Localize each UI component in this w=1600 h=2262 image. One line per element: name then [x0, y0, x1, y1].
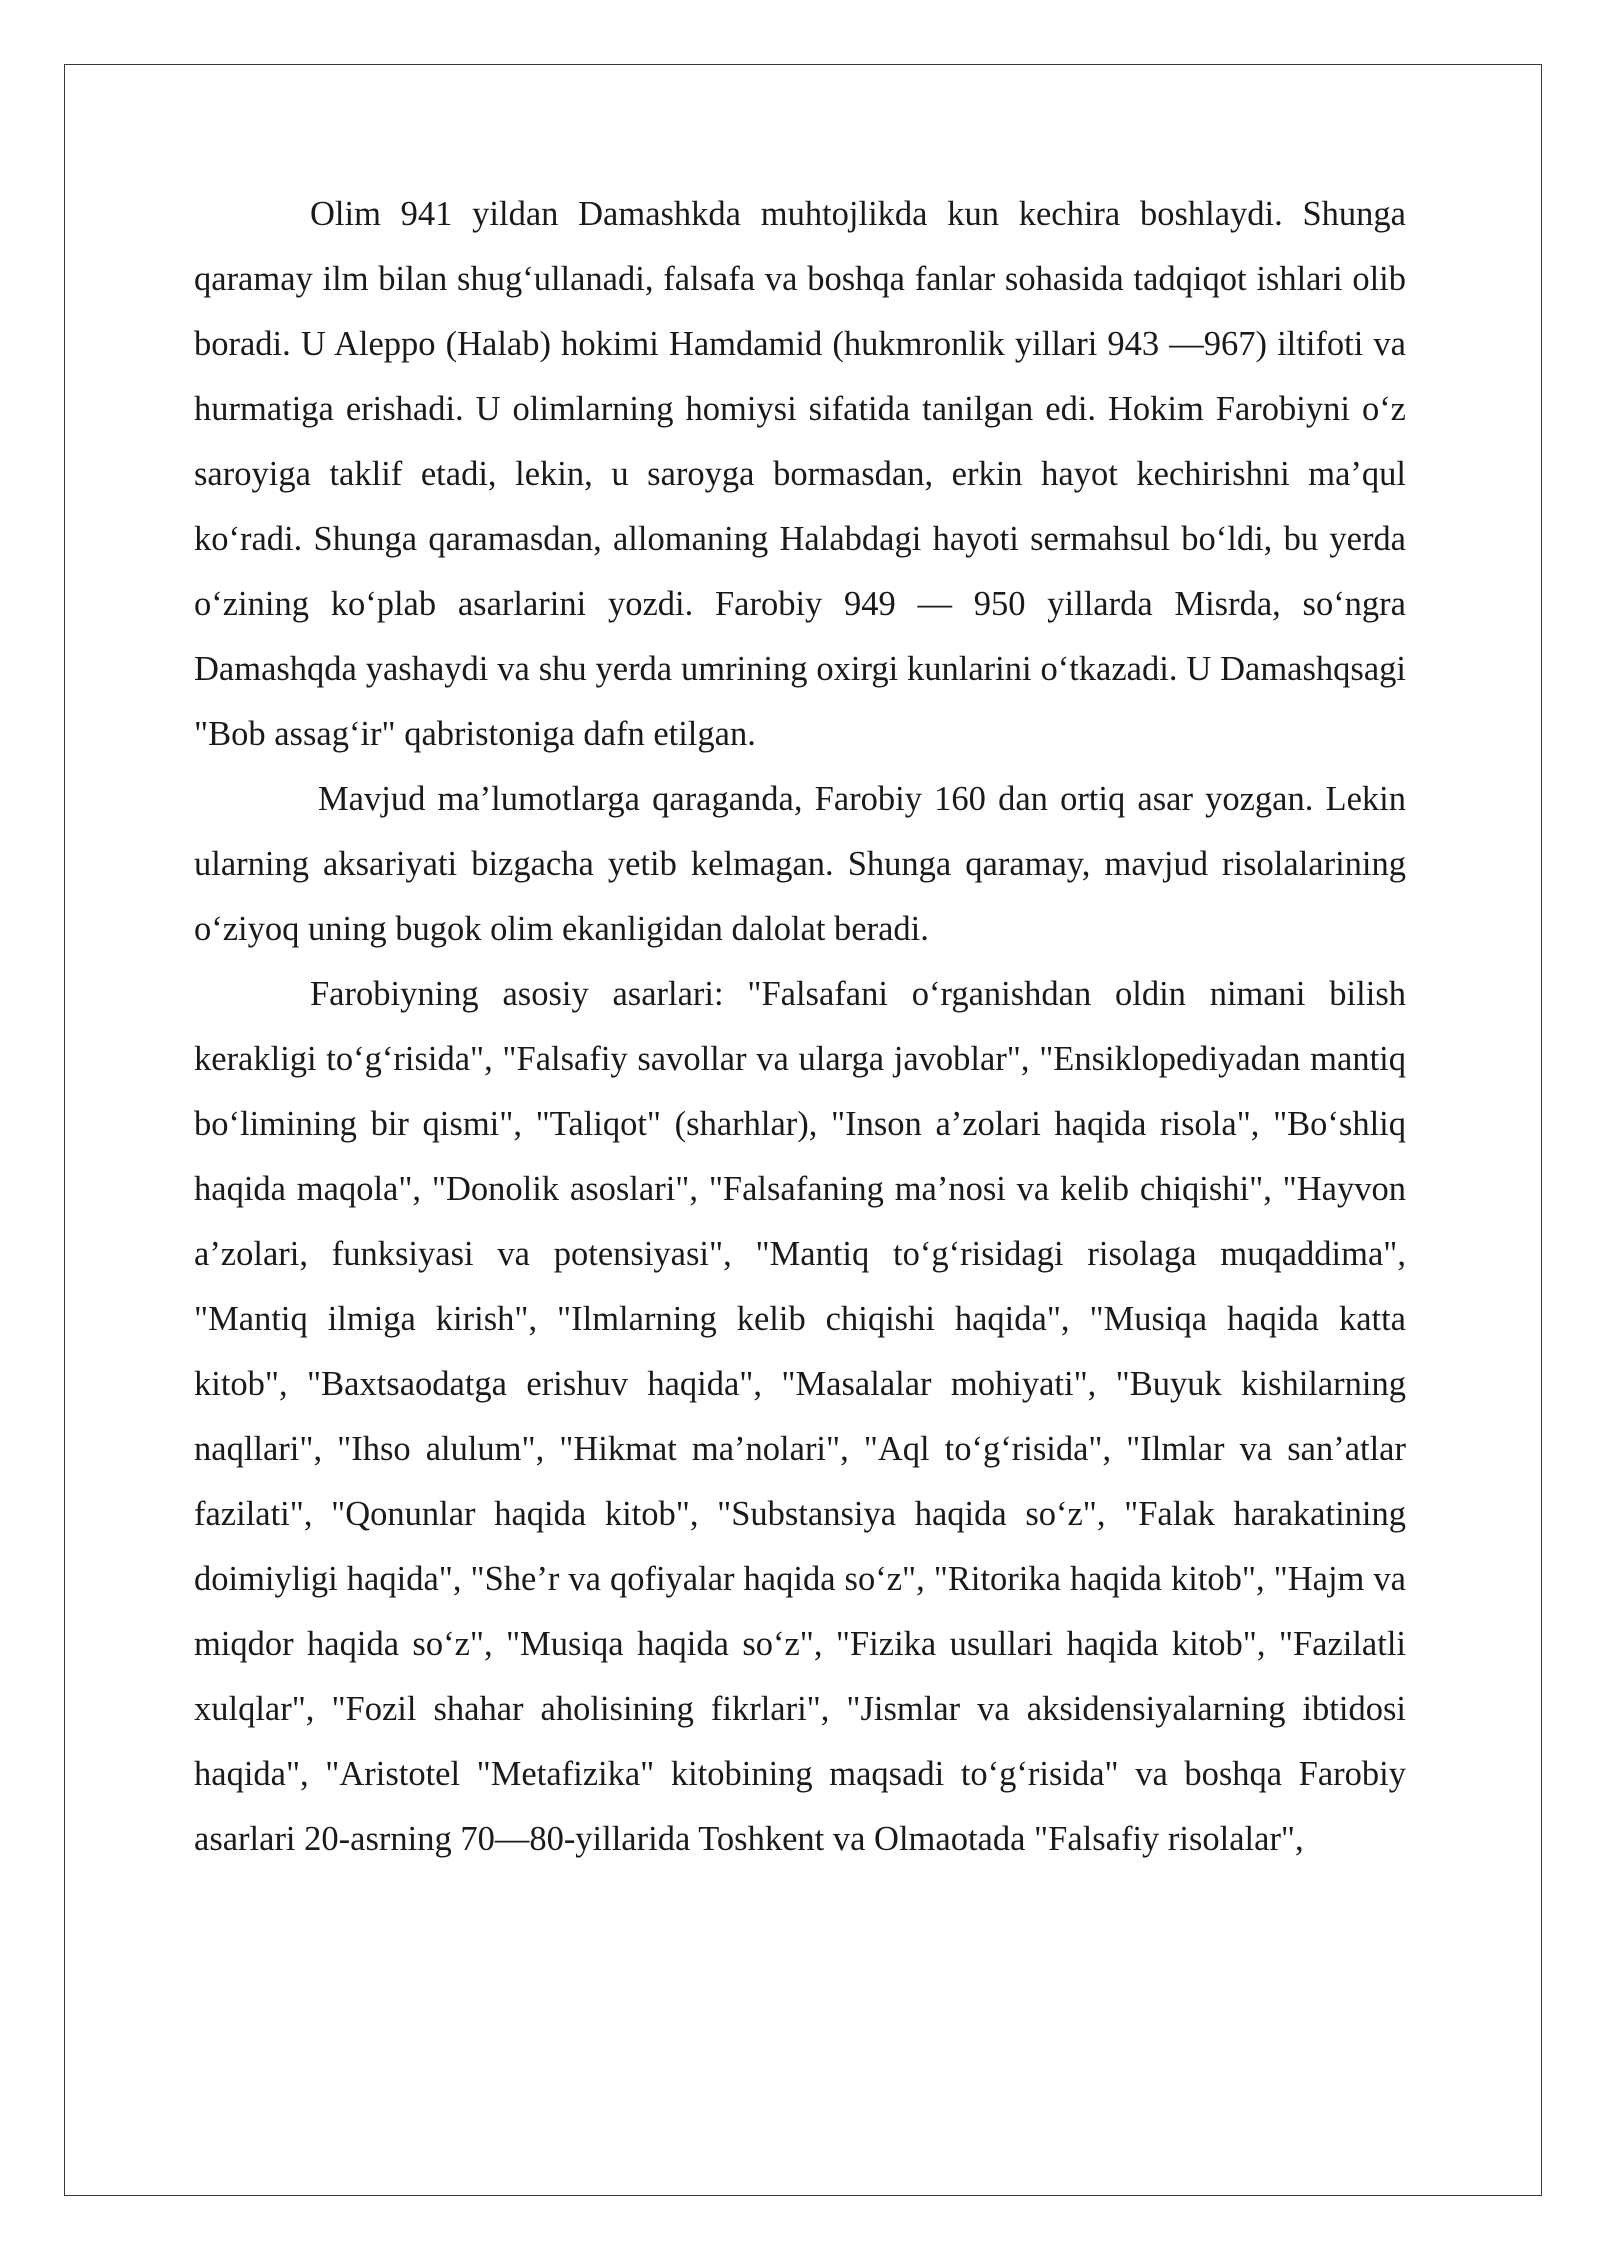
paragraph: Mavjud ma’lumotlarga qaraganda, Farobiy 160 dan ortiq asar yozgan. Lekin ularning aksariyati bizgacha yetib kelmagan. Shunga qaramay, mavjud risolalarining o‘ziyoq uning bugok olim ekanligidan dalolat beradi.: [194, 780, 1406, 948]
paragraph: Farobiyning asosiy asarlari: "Falsafani o‘rganishdan oldin nimani bilish kerakligi to‘g‘risida", "Falsafiy savollar va ularga javoblar", "Ensiklopediyadan mantiq bo‘limining bir qismi", "Taliqot" (sharhlar), "Inson a’zolari haqida risola", "Bo‘shliq haqida maqola", "Donolik asoslari", "Falsafaning ma’nosi va kelib chiqishi", "Hayvon a’zolari, funksiyasi va potensiyasi", "Mantiq to‘g‘risidagi risolaga muqaddima", "Mantiq ilmiga kirish", "Ilmlarning kelib chiqishi haqida", "Musiqa haqida katta kitob", "Baxtsaodatga erishuv haqida", "Masalalar mohiyati", "Buyuk kishilarning naqllari", "Ihso alulum", "Hikmat ma’nolari", "Aql to‘g‘risida", "Ilmlar va san’atlar fazilati", "Qonunlar haqida kitob", "Substansiya haqida so‘z", "Falak harakatining doimiyligi haqida", "She’r va qofiyalar haqida so‘z", "Ritorika haqida kitob", "Hajm va miqdor haqida so‘z", "Musiqa haqida so‘z", "Fizika usullari haqida kitob", "Fazilatli xulqlar", "Fozil shahar aholisining fikrlari", "Jismlar va aksidensiyalarning ibtidosi haqida", "Aristotel "Metafizika" kitobining maqsadi to‘g‘risida" va boshqa Farobiy asarlari 20-asrning 70—80-yillarida Toshkent va Olmaotada "Falsafiy risolalar",: [194, 975, 1406, 1858]
paragraph: Olim 941 yildan Damashkda muhtojlikda kun kechira boshlaydi. Shunga qaramay ilm bilan shug‘ullanadi, falsafa va boshqa fanlar sohasida tadqiqot ishlari olib boradi. U Aleppo (Halab) hokimi Hamdamid (hukmronlik yillari 943 —967) iltifoti va hurmatiga erishadi. U olimlarning homiysi sifatida tanilgan edi. Hokim Farobiyni o‘z saroyiga taklif etadi, lekin, u saroyga bormasdan, erkin hayot kechirishni ma’qul ko‘radi. Shunga qaramasdan, allomaning Halabdagi hayoti sermahsul bo‘ldi, bu yerda o‘zining ko‘plab asarlarini yozdi. Farobiy 949 — 950 yillarda Misrda, so‘ngra Damashqda yashaydi va shu yerda umrining oxirgi kunlarini o‘tkazadi. U Damashqsagi "Bob assag‘ir" qabristoniga dafn etilgan.: [194, 195, 1406, 753]
document-body: [194, 182, 1406, 1872]
